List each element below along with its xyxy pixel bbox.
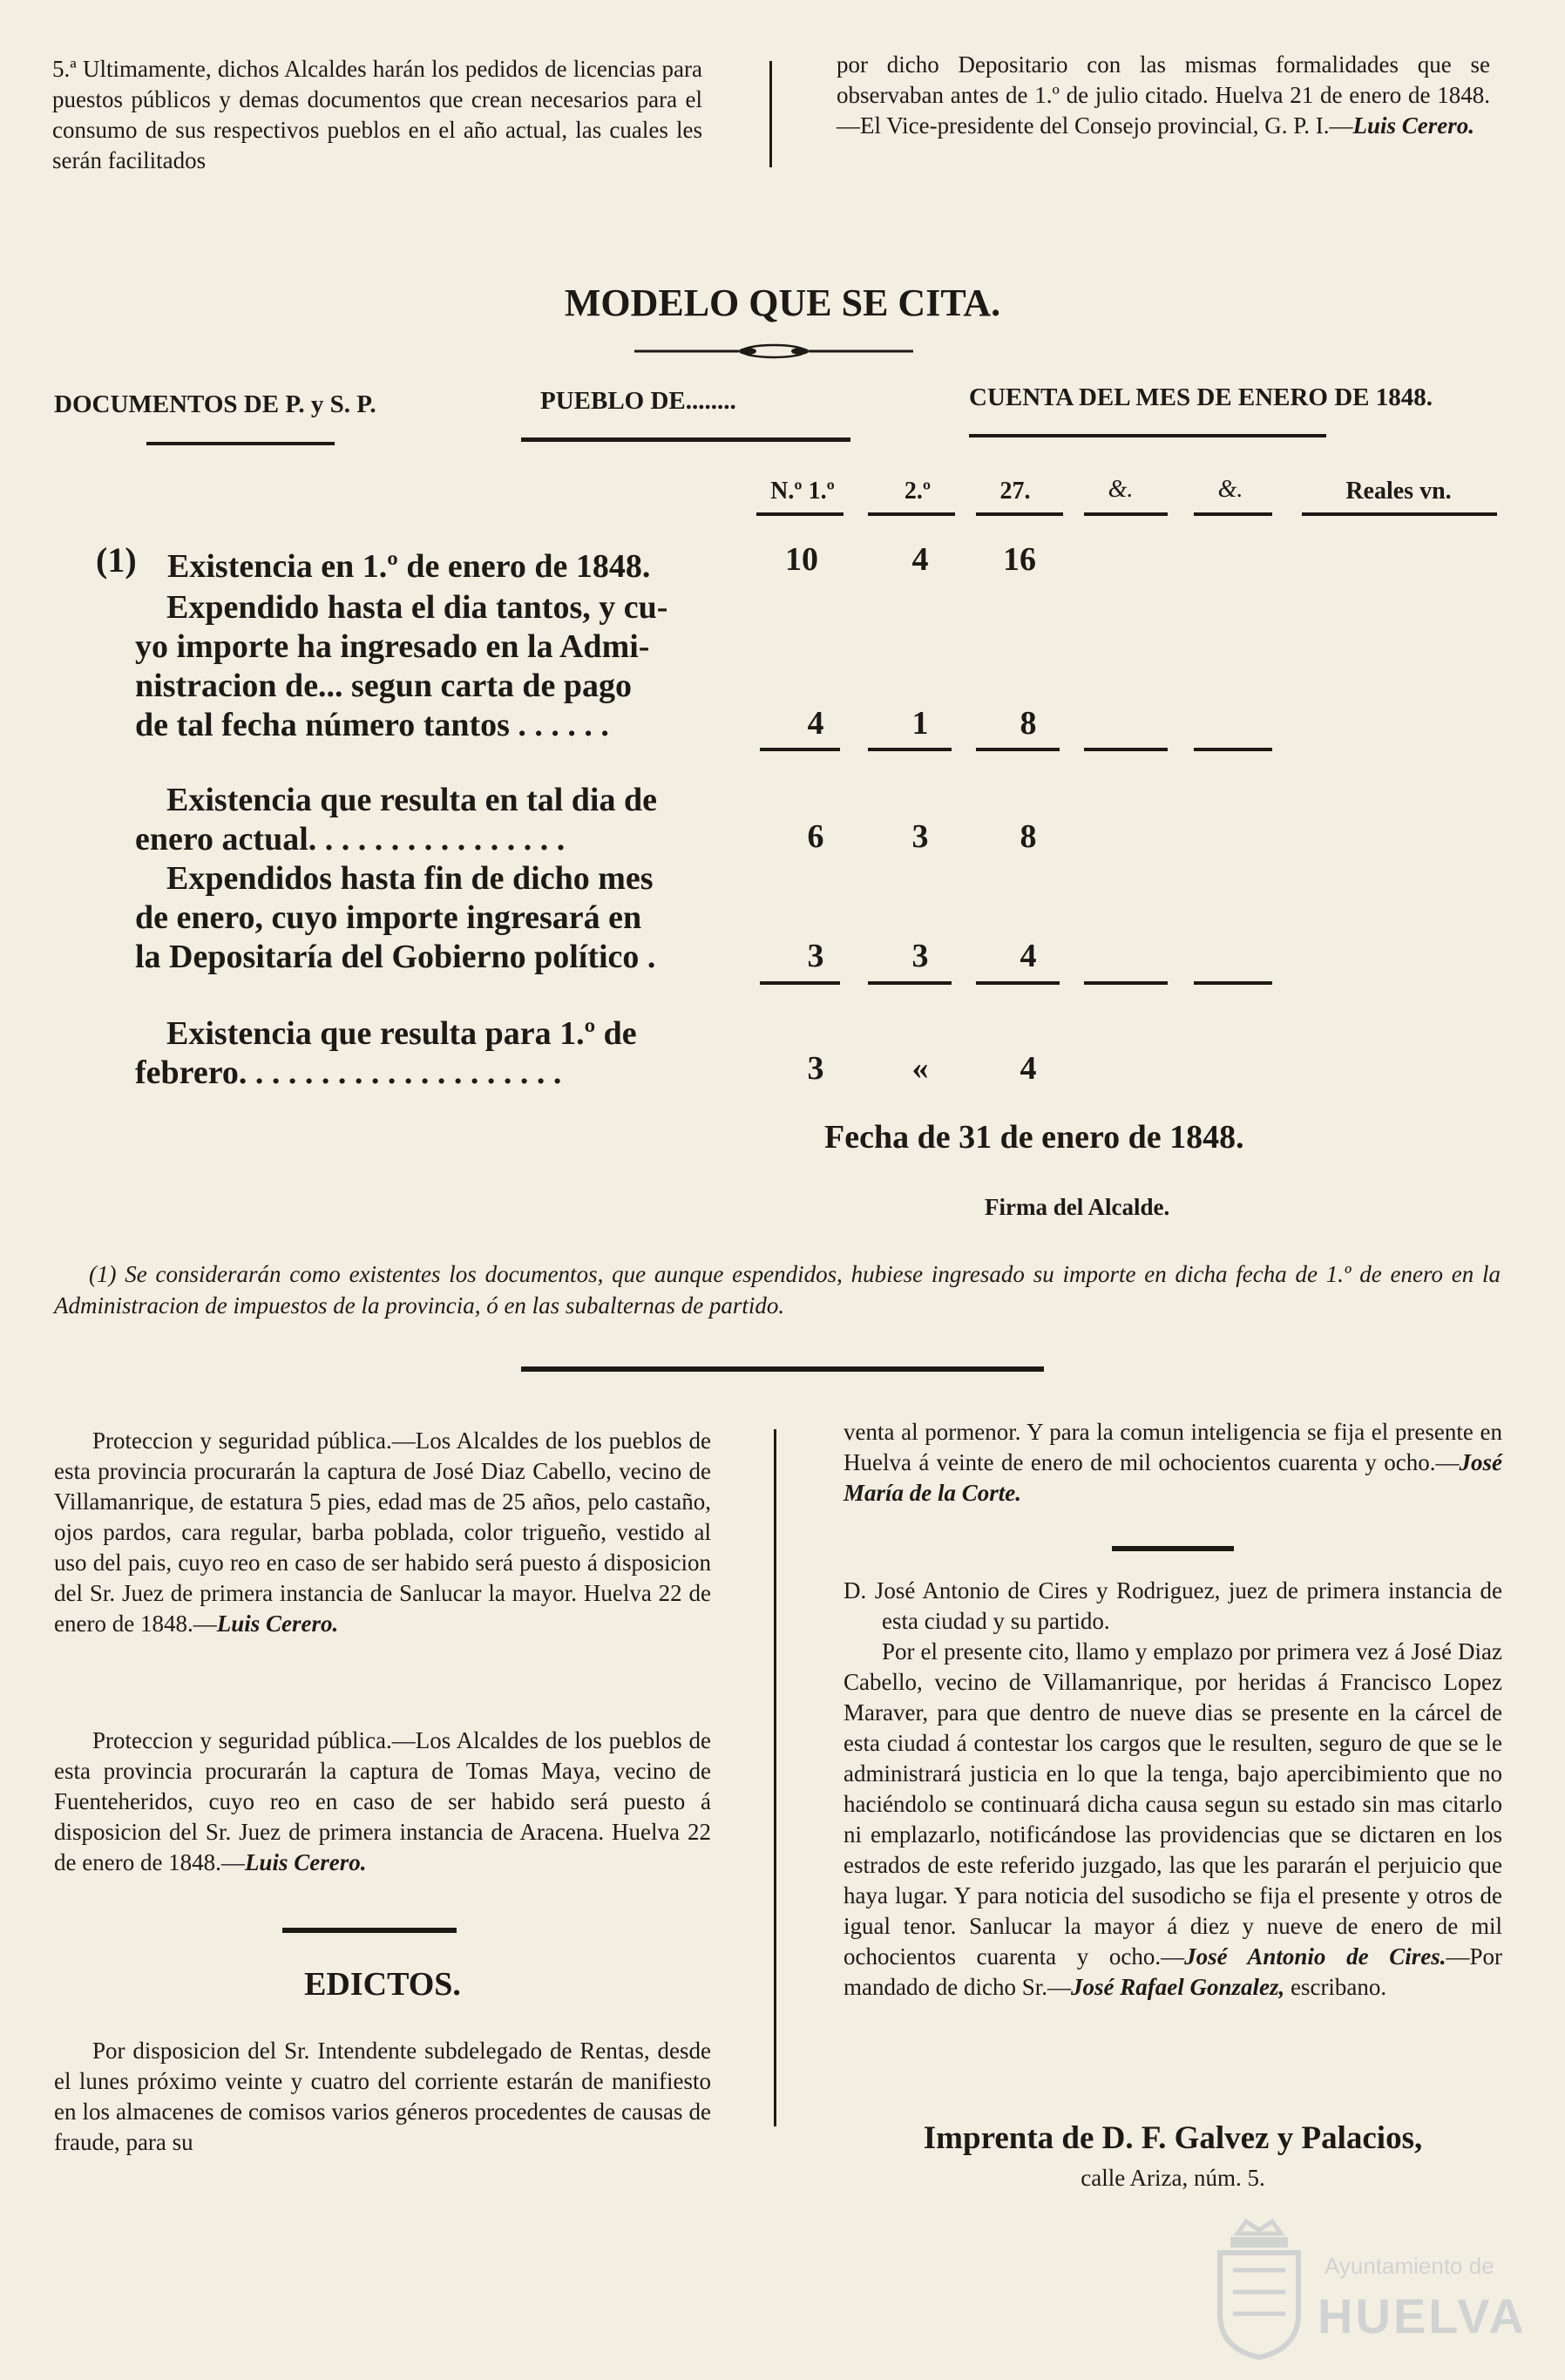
row-line: la Depositaría del Gobierno político . [135, 939, 656, 975]
header-rule-left [146, 442, 335, 445]
row-existencia-enero [167, 547, 650, 587]
imprenta-address: calle Ariza, núm. 5. [1081, 2165, 1265, 2191]
imprenta-line: Imprenta de D. F. Galvez y Palacios, [923, 2120, 1423, 2156]
header-pueblo: PUEBLO DE........ [540, 387, 736, 415]
column-header-5: &. [1217, 476, 1243, 503]
top-right-paragraph [837, 50, 1490, 141]
value-r3-c1: 6 [807, 818, 824, 855]
modelo-signature: Firma del Alcalde. [985, 1194, 1170, 1220]
header-rule-right [969, 434, 1326, 437]
edict-end-text: escribano. [1284, 1974, 1387, 2000]
row-line: nistracion de... segun carta de pago [135, 668, 632, 704]
modelo-date: Fecha de 31 de enero de 1848. [824, 1119, 1244, 1156]
value-r5-c2: « [911, 1050, 929, 1087]
top-left-paragraph [52, 54, 702, 176]
edict-signature-clerk: José Rafael Gonzalez, [1070, 1974, 1285, 2000]
header-cuenta: CUENTA DEL MES DE ENERO DE 1848. [969, 383, 1433, 411]
top-left-text: 5.ª Ultimamente, dichos Alcaldes harán los pedidos de licencias para puestos públicos y demas documentos que crean necesarios para el consumo de sus respectivos pueblos en el año actual, las cuales les serán facilitados [52, 56, 702, 173]
row-line: febrero. . . . . . . . . . . . . . . . . . . . [135, 1054, 562, 1091]
notice-tomas-maya [54, 1726, 711, 1878]
notice-2-text: Proteccion y seguridad pública.—Los Alcaldes de los pueblos de esta provincia procurarán la captura de Tomas Maya, vecino de Fuenteheridos, cuyo reo en caso de ser habido será puesto á disposicion del Sr. Juez de primera instancia de Aracena. Huelva 22 de enero de 1848.— [54, 1727, 711, 1875]
value-r4-c1: 3 [807, 938, 824, 974]
value-r4-c2: 3 [911, 938, 929, 974]
row-expendidos-fin [135, 859, 764, 977]
row-existencia-actual [135, 781, 764, 859]
coat-of-arms-icon [1211, 2218, 1307, 2362]
top-right-signature: Luis Cerero. [1352, 112, 1475, 139]
row-line: de tal fecha número tantos . . . . . . [135, 707, 609, 743]
edict-mid-text: —Por mandado de dicho Sr.— [843, 1943, 1503, 2000]
watermark-line2: HUELVA [1318, 2288, 1527, 2343]
edictos-title: EDICTOS. [304, 1966, 461, 2003]
modelo-footnote: (1) Se considerarán como existentes los documentos, que aunque espendidos, hubiese ingresado su importe en dicha fecha de 1.º de enero en la Administracion de impuestos de la provincia, ó en las subalternas de partido. [54, 1261, 1501, 1319]
modelo-title: MODELO QUE SE CITA. [564, 281, 1001, 324]
column-header-2: 2.º [904, 478, 932, 505]
value-r1-c3: 16 [1003, 541, 1036, 578]
notice-2-signature: Luis Cerero. [244, 1849, 367, 1875]
continuation-text: venta al pormenor. Y para la comun inteligencia se fija el presente en Huelva á veinte de enero de mil ochocientos cuarenta y ocho.— [843, 1419, 1502, 1475]
left-short-rule [282, 1928, 457, 1933]
value-r5-c1: 3 [807, 1050, 824, 1087]
value-r4-c3: 4 [1020, 938, 1037, 974]
row-line: de enero, cuyo importe ingresará en [135, 899, 642, 936]
notice-diaz-cabello [54, 1426, 711, 1639]
row-line: Existencia en 1.º de enero de 1848. [167, 548, 651, 585]
row-line: Existencia que resulta para 1.º de [166, 1015, 637, 1052]
edicto-continuation [843, 1417, 1502, 1509]
row-line: Expendidos hasta fin de dicho mes [166, 860, 654, 897]
column-header-4: &. [1108, 476, 1134, 503]
footnote-mark: (1) [96, 540, 137, 580]
value-r5-c3: 4 [1020, 1050, 1037, 1087]
column-header-1: N.º 1.º [770, 478, 835, 505]
header-rule-mid [521, 437, 850, 442]
value-r2-c1: 4 [807, 705, 824, 742]
top-column-divider [769, 61, 772, 167]
row-existencia-febrero [135, 1014, 764, 1093]
continuation-signature: José María de la Corte. [843, 1449, 1502, 1506]
edicto-juez-body [843, 1637, 1502, 2003]
row-line: Expendido hasta el dia tantos, y cu- [166, 589, 668, 626]
column-header-3: 27. [999, 478, 1031, 505]
value-r3-c2: 3 [911, 818, 929, 855]
watermark-line1: Ayuntamiento de [1324, 2253, 1494, 2279]
lower-column-divider [774, 1429, 776, 2126]
value-r1-c2: 4 [911, 541, 929, 578]
column-header-reales: Reales vn. [1345, 478, 1452, 505]
section-divider [521, 1366, 1044, 1372]
row-line: enero actual. . . . . . . . . . . . . . . . [135, 821, 566, 858]
value-r2-c3: 8 [1020, 705, 1037, 742]
top-right-text: por dicho Depositario con las mismas formalidades que se observaban antes de 1.º de julio citado. Huelva 21 de enero de 1848.—El Vice-presidente del Consejo provincial, G. P. I.— [837, 51, 1490, 139]
edict-signature-judge: José Antonio de Cires. [1184, 1943, 1446, 1970]
row-line: Existencia que resulta en tal dia de [166, 782, 657, 818]
notice-1-signature: Luis Cerero. [216, 1610, 339, 1637]
ayuntamiento-watermark [1211, 2218, 1527, 2366]
edicto-juez-heading: D. José Antonio de Cires y Rodriguez, juez de primera instancia de esta ciudad y su partido. [843, 1577, 1502, 1634]
value-r1-c1: 10 [785, 541, 818, 578]
edict-body-text: Por el presente cito, llamo y emplazo por primera vez á José Diaz Cabello, vecino de Villamanrique, por heridas á Francisco Lopez Maraver, para que dentro de nueve dias se presente en la cárcel de esta ciudad á contestar los cargos que le resulten, seguro de que se le administrará justicia en lo que la tenga, bajo apercibimiento que no haciéndolo se continuará dicha causa segun su estado sin mas citarlo ni emplazarlo, notificándose las providencias que se dictaren en los estrados de este referido juzgado, las que les pararán el perjuicio que haya lugar. Y para noticia del susodicho se fija el presente y otros de igual tenor. Sanlucar la mayor á diez y nueve de enero de mil ochocientos cuarenta y ocho.— [843, 1638, 1502, 1970]
right-short-rule [1112, 1546, 1234, 1551]
edictos-paragraph: Por disposicion del Sr. Intendente subdelegado de Rentas, desde el lunes próximo veinte y cuatro del corriente estarán de manifiesto en los almacenes de comisos varios géneros procedentes de causas de fraude, para su [54, 2038, 711, 2155]
value-r3-c3: 8 [1020, 818, 1037, 855]
notice-1-text: Proteccion y seguridad pública.—Los Alcaldes de los pueblos de esta provincia procurarán la captura de José Diaz Cabello, vecino de Villamanrique, de estatura 5 pies, edad mas de 25 años, pelo castaño, ojos pardos, cara regular, barba poblada, color trigueño, vestido al uso del pais, cuyo reo en caso de ser habido será puesto á disposicion del Sr. Juez de primera instancia de Sanlucar la mayor. Huelva 22 de enero de 1848.— [54, 1427, 711, 1637]
ornament-divider [634, 342, 913, 360]
value-r2-c2: 1 [911, 705, 929, 742]
header-documentos: DOCUMENTOS DE P. y S. P. [54, 390, 376, 418]
row-line: yo importe ha ingresado en la Admi- [135, 628, 650, 665]
row-expendido [135, 588, 764, 745]
